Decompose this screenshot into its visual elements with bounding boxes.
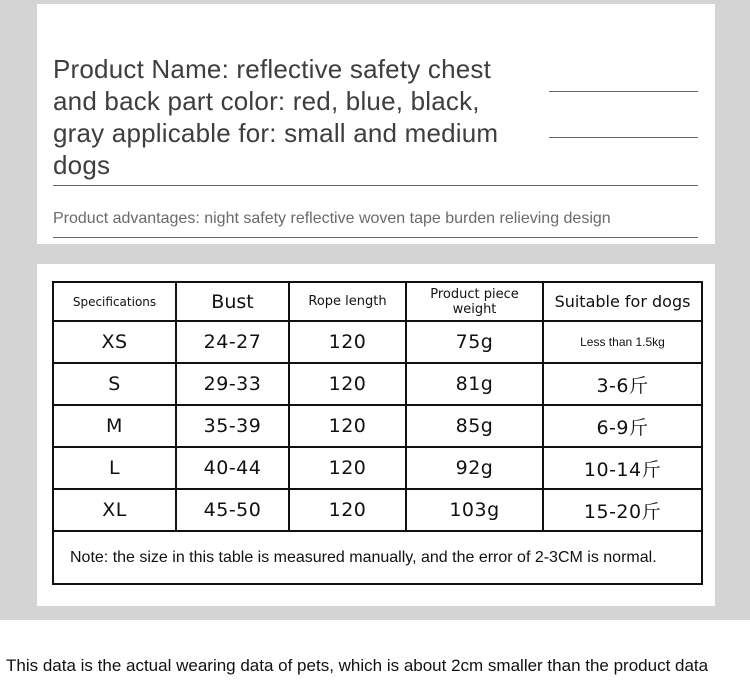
table-row [53, 447, 702, 489]
product-info-card [37, 4, 715, 244]
product-title: Product Name: reflective safety chest and back part color: red, blue, black, gray applicable for: small and medium dogs [53, 54, 499, 180]
cell-dogs: Less than 1.5kg [543, 321, 702, 363]
footer-note: This data is the actual wearing data of pets, which is about 2cm smaller than the product data [6, 656, 709, 675]
table-note: Note: the size in this table is measured manually, and the error of 2-3CM is normal. [53, 531, 702, 584]
header-piece-weight: Product piece weight [406, 282, 543, 321]
cell-weight: 75g [406, 321, 543, 363]
size-table-card [37, 264, 715, 606]
cell-bust: 45-50 [176, 489, 289, 531]
divider-line [53, 185, 698, 186]
cell-weight: 92g [406, 447, 543, 489]
header-rope-length: Rope length [289, 282, 406, 321]
cell-size: M [53, 405, 176, 447]
table-row [53, 405, 702, 447]
size-table [52, 281, 703, 585]
table-note-row [53, 531, 702, 584]
cell-size: L [53, 447, 176, 489]
cell-weight: 103g [406, 489, 543, 531]
cell-dogs: 10-14斤 [543, 447, 702, 489]
table-header-row [53, 282, 702, 321]
cell-rope: 120 [289, 447, 406, 489]
cell-dogs: 15-20斤 [543, 489, 702, 531]
cell-size: S [53, 363, 176, 405]
header-suitable-dogs: Suitable for dogs [543, 282, 702, 321]
cell-size: XL [53, 489, 176, 531]
cell-bust: 40-44 [176, 447, 289, 489]
table-row [53, 489, 702, 531]
table-row [53, 321, 702, 363]
divider-line [53, 237, 698, 238]
cell-weight: 81g [406, 363, 543, 405]
cell-rope: 120 [289, 363, 406, 405]
table-row [53, 363, 702, 405]
product-advantages: Product advantages: night safety reflective woven tape burden relieving design [53, 210, 611, 227]
cell-bust: 35-39 [176, 405, 289, 447]
divider-line [549, 91, 698, 92]
cell-dogs: 3-6斤 [543, 363, 702, 405]
header-specifications: Specifications [53, 282, 176, 321]
cell-rope: 120 [289, 489, 406, 531]
header-bust: Bust [176, 282, 289, 321]
divider-line [549, 137, 698, 138]
cell-size: XS [53, 321, 176, 363]
cell-bust: 29-33 [176, 363, 289, 405]
cell-rope: 120 [289, 405, 406, 447]
cell-rope: 120 [289, 321, 406, 363]
cell-dogs: 6-9斤 [543, 405, 702, 447]
cell-bust: 24-27 [176, 321, 289, 363]
cell-weight: 85g [406, 405, 543, 447]
